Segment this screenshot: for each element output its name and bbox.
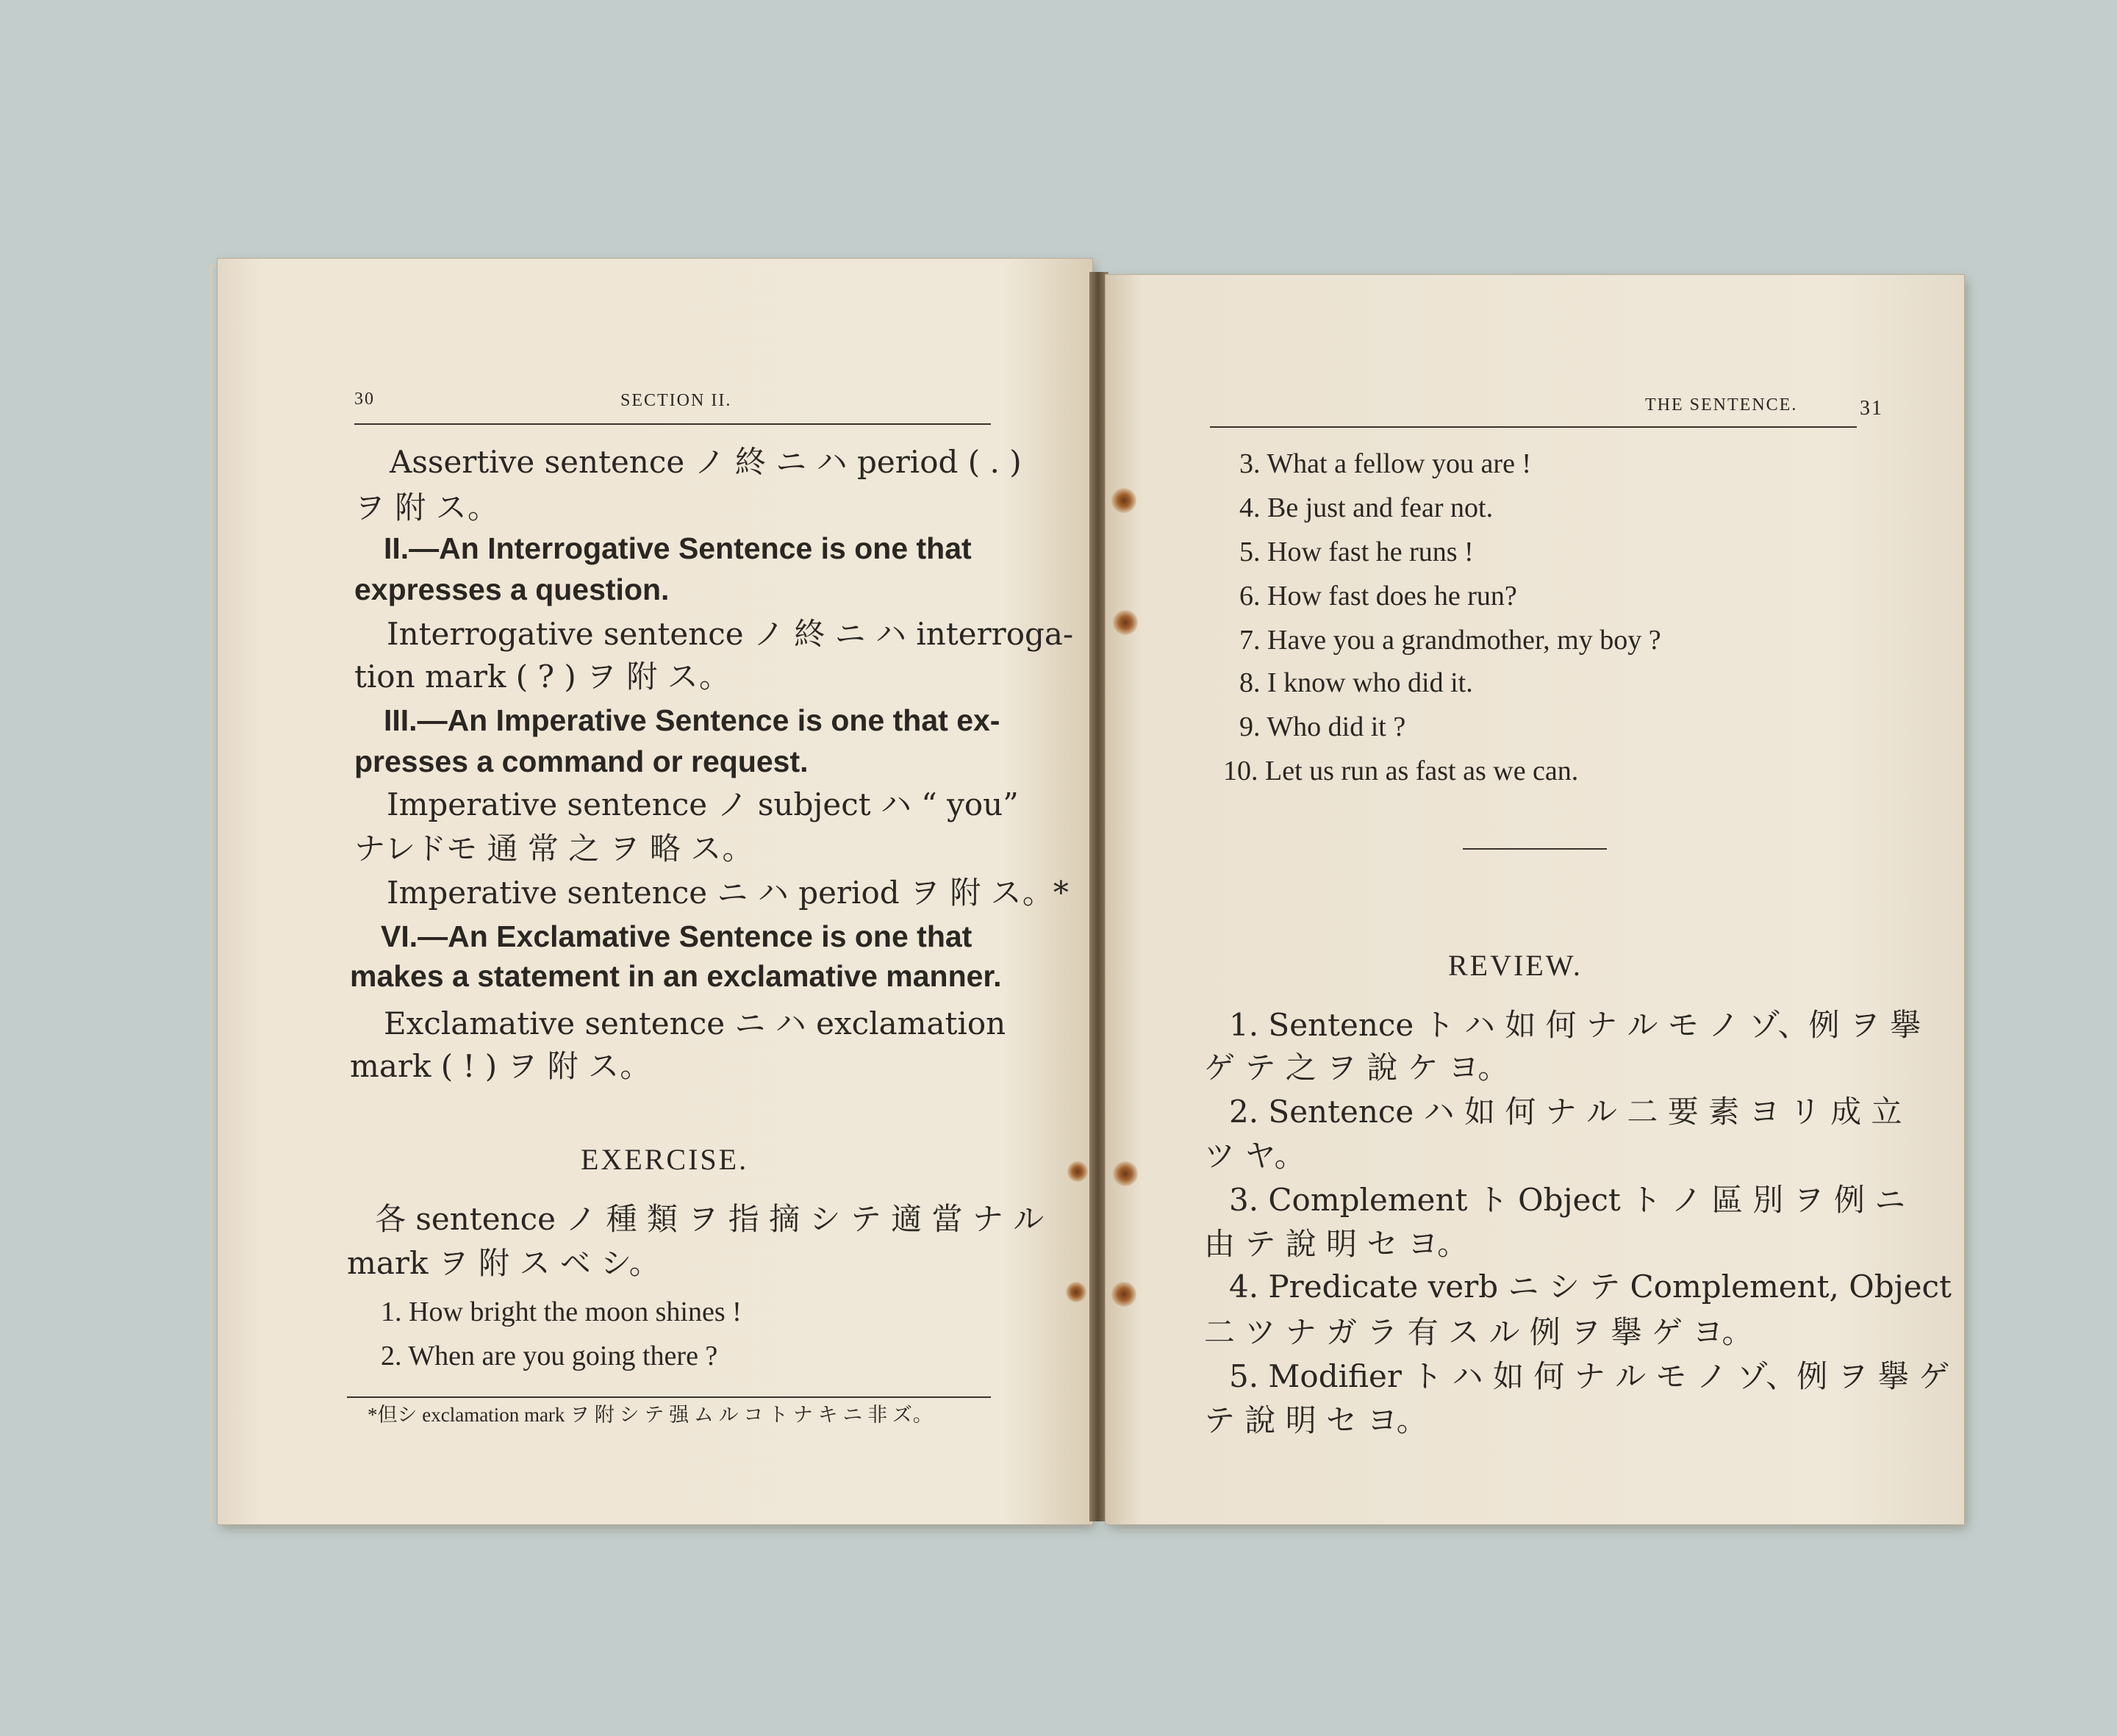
- review-heading: REVIEW.: [1448, 949, 1583, 982]
- text-line: III.—An Imperative Sentence is one that ex-: [384, 703, 1000, 737]
- page-number: 30: [354, 390, 375, 409]
- text-line: II.—An Interrogative Sentence is one that: [384, 531, 972, 565]
- text-line: Exclamative sentence ニ ハ exclamation: [384, 1005, 1006, 1041]
- binding-hole: [1111, 1282, 1136, 1307]
- exercise-line: 1. How bright the moon shines !: [381, 1296, 742, 1327]
- text-line: Imperative sentence ノ subject ハ “ you”: [387, 786, 1019, 822]
- review-line: 1. Sentence ト ハ 如 何 ナ ル モ ノ ゾ、例 ヲ 擧: [1229, 1007, 1921, 1043]
- sentence-item: 10. Let us run as fast as we can.: [1223, 756, 1579, 786]
- exercise-line: mark ヲ 附 ス ベ シ。: [347, 1245, 660, 1281]
- binding-hole: [1113, 610, 1138, 635]
- binding-hole: [1111, 488, 1136, 513]
- header-rule: [354, 423, 991, 425]
- running-head: THE SENTENCE.: [1645, 395, 1798, 415]
- sentence-item: 5. How fast he runs !: [1239, 537, 1474, 567]
- text-line: ヲ 附 ス。: [354, 489, 498, 526]
- page-number: 31: [1860, 397, 1883, 420]
- text-line: mark ( ! ) ヲ 附 ス。: [350, 1048, 651, 1084]
- binding-hole: [1066, 1282, 1086, 1302]
- sentence-item: 3. What a fellow you are !: [1239, 448, 1532, 479]
- text-line: makes a statement in an exclamative manner.: [350, 959, 1002, 993]
- text-line: Interrogative sentence ノ 終 ニ ハ interroga-: [387, 616, 1074, 652]
- sentence-item: 4. Be just and fear not.: [1239, 492, 1494, 523]
- text-line: ナレドモ 通 常 之 ヲ 略 ス。: [354, 831, 753, 867]
- review-line: テ 說 明 セ ヨ。: [1204, 1402, 1428, 1438]
- right-page: [1106, 275, 1964, 1524]
- text-line: tion mark ( ? ) ヲ 附 ス。: [354, 659, 731, 695]
- binding-hole: [1113, 1161, 1138, 1186]
- text-line: VI.—An Exclamative Sentence is one that: [381, 919, 972, 953]
- sentence-item: 9. Who did it ?: [1239, 711, 1406, 742]
- text-line: Assertive sentence ノ 終 ニ ハ period ( . ): [390, 444, 1022, 480]
- text-line: presses a command or request.: [354, 745, 809, 778]
- review-line: 3. Complement ト Object ト ノ 區 別 ヲ 例 ニ: [1229, 1182, 1906, 1218]
- section-divider: [1463, 848, 1607, 850]
- text-line: Imperative sentence ニ ハ period ヲ 附 ス。*: [387, 875, 1069, 911]
- review-line: ツ ヤ。: [1204, 1138, 1305, 1174]
- binding-hole: [1067, 1161, 1088, 1182]
- review-line: 二 ツ ナ ガ ラ 有 ス ル 例 ヲ 擧 ゲ ヨ。: [1204, 1314, 1753, 1350]
- review-line: 由 テ 說 明 セ ヨ。: [1204, 1226, 1469, 1262]
- open-book: [218, 259, 1964, 1529]
- exercise-heading: EXERCISE.: [581, 1143, 749, 1176]
- review-line: ゲ テ 之 ヲ 說 ケ ヨ。: [1204, 1050, 1509, 1086]
- exercise-line: 2. When are you going there ?: [381, 1341, 718, 1371]
- left-page: [218, 259, 1092, 1524]
- review-line: 2. Sentence ハ 如 何 ナ ル 二 要 素 ヨ リ 成 立: [1229, 1094, 1902, 1130]
- review-line: 5. Modifier ト ハ 如 何 ナ ル モ ノ ゾ、例 ヲ 擧 ゲ: [1229, 1358, 1950, 1394]
- sentence-item: 6. How fast does he run?: [1239, 581, 1517, 611]
- footnote-rule: [347, 1396, 991, 1398]
- review-line: 4. Predicate verb ニ シ テ Complement, Object: [1229, 1269, 1952, 1305]
- exercise-line: 各 sentence ノ 種 類 ヲ 指 摘 シ テ 適 當 ナ ル: [375, 1201, 1045, 1237]
- footnote: *但シ exclamation mark ヲ 附 シ テ 强 ム ル コ ト ナ キ ニ 非 ズ。: [368, 1404, 933, 1426]
- text-line: expresses a question.: [354, 573, 670, 606]
- sentence-item: 7. Have you a grandmother, my boy ?: [1239, 625, 1661, 656]
- sentence-item: 8. I know who did it.: [1239, 667, 1473, 698]
- running-head: SECTION II.: [620, 391, 732, 410]
- header-rule: [1210, 426, 1857, 428]
